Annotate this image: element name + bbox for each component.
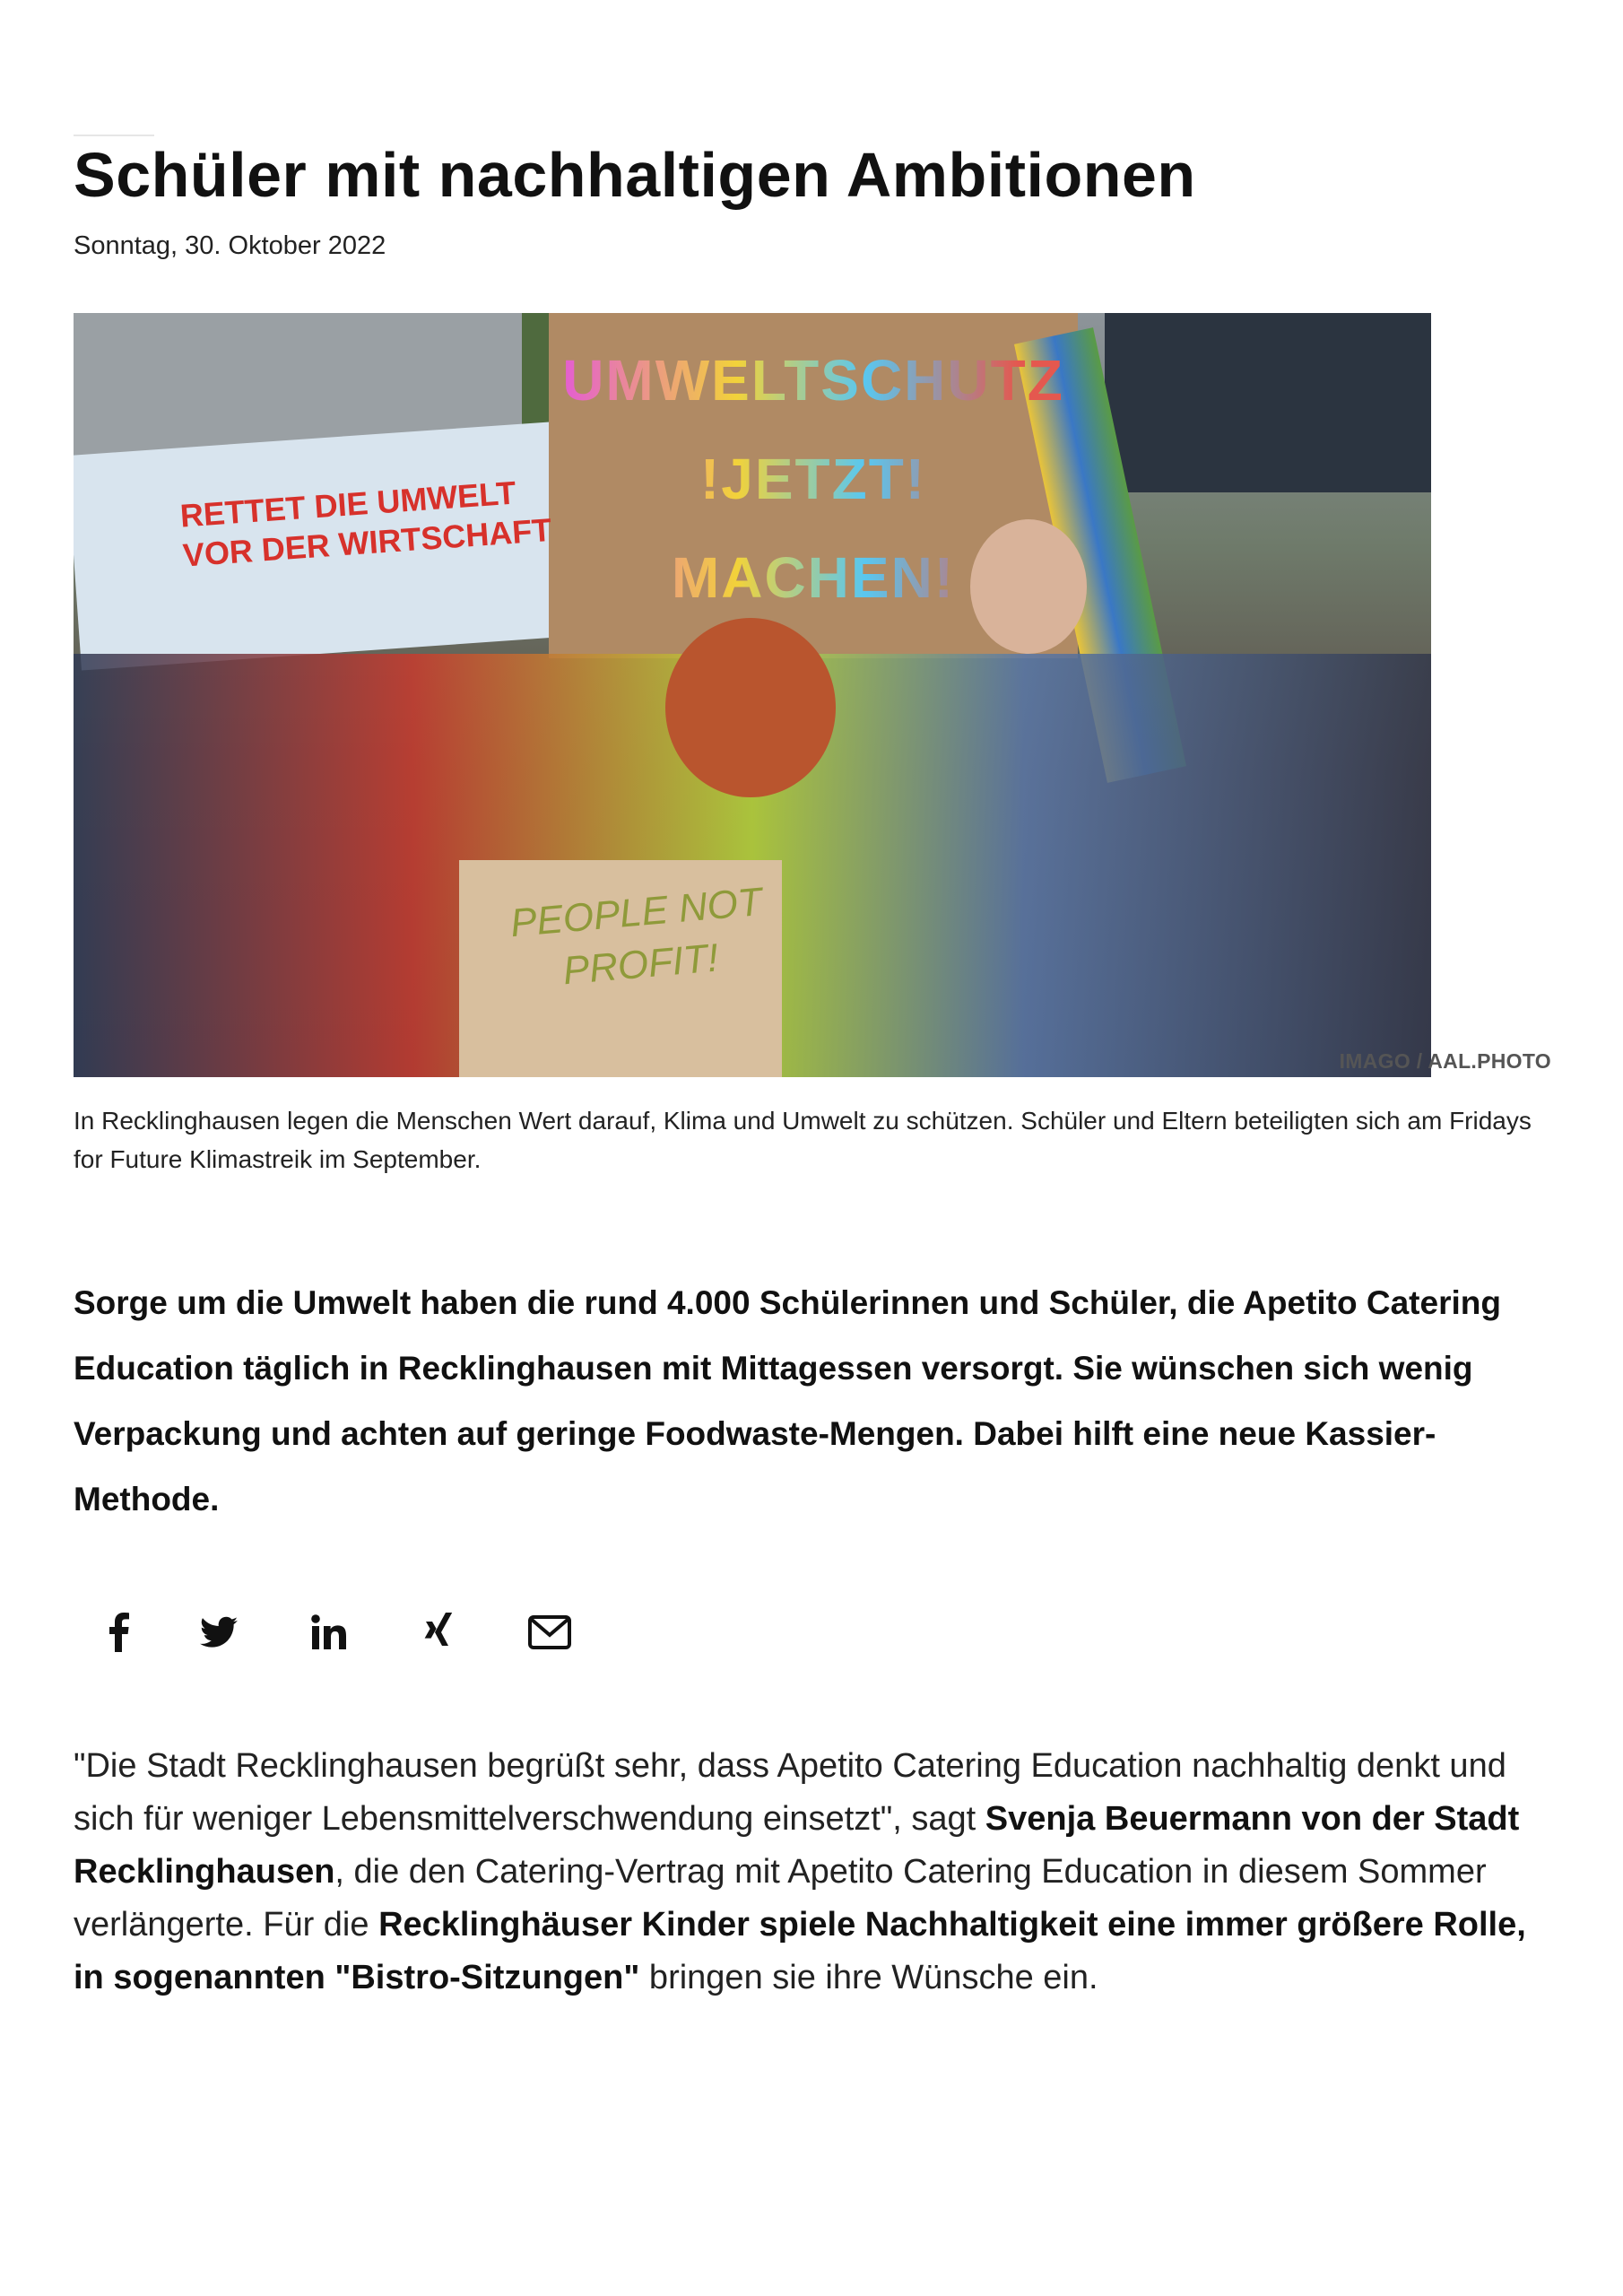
xing-icon — [424, 1613, 455, 1652]
share-mail-button[interactable] — [494, 1605, 604, 1659]
share-xing-button[interactable] — [384, 1605, 494, 1659]
article-body — [74, 1740, 1553, 2005]
body-text: "Die Stadt Recklinghausen begrüßt sehr, dass Apetito Catering Education nachhaltig denkt und sich für weniger Lebensmittelverschwendung einsetzt", sagt — [74, 1747, 1506, 1838]
share-twitter-button[interactable] — [163, 1605, 273, 1659]
share-bar — [74, 1605, 604, 1659]
photo-banner-text: RETTET DIE UMWELT VOR DER WIRTSCHAFT — [178, 474, 553, 574]
body-text: bringen sie ihre Wünsche ein. — [639, 1959, 1098, 1996]
article-date: Sonntag, 30. Oktober 2022 — [74, 231, 386, 260]
twitter-icon — [200, 1616, 238, 1648]
photo-small-sign-text: PEOPLE NOT PROFIT! — [508, 879, 764, 994]
share-linkedin-button[interactable] — [273, 1605, 384, 1659]
page-title: Schüler mit nachhaltigen Ambitionen — [74, 140, 1196, 210]
photo-caption: In Recklinghausen legen die Menschen Wert darauf, Klima und Umwelt zu schützen. Schüler und Eltern beteiligten sich am Fridays for Future Klimastreik im September. — [74, 1107, 1532, 1173]
facebook-icon — [106, 1613, 131, 1652]
photo-sign-text: UMWELTSCHUTZ !JETZT! MACHEN! — [558, 331, 1069, 627]
body-text-bold: Svenja Beuermann von der Stadt Recklinghausen — [74, 1800, 1520, 1891]
mail-icon — [528, 1615, 571, 1649]
linkedin-icon — [311, 1614, 347, 1650]
share-facebook-button[interactable] — [74, 1605, 163, 1659]
photo-credit: IMAGO / AAL.PHOTO — [1339, 1049, 1551, 1073]
article-lead: Sorge um die Umwelt haben die rund 4.000 Schülerinnen und Schüler, die Apetito Catering Education täglich in Recklinghausen mit Mittagessen versorgt. Sie wünschen sich wenig Verpackung und achten auf geringe Foodwaste-Mengen. Dabei hilft eine neue Kassier-Methode. — [74, 1284, 1501, 1518]
body-text: , die den Catering-Vertrag mit Apetito Catering Education in diesem Sommer verlängerte. Für die — [74, 1853, 1487, 1944]
body-text-bold: Recklinghäuser Kinder spiele Nachhaltigkeit eine immer größere Rolle, in sogenannten "Bistro-Sitzungen" — [74, 1906, 1526, 1996]
article-photo — [74, 313, 1431, 1077]
